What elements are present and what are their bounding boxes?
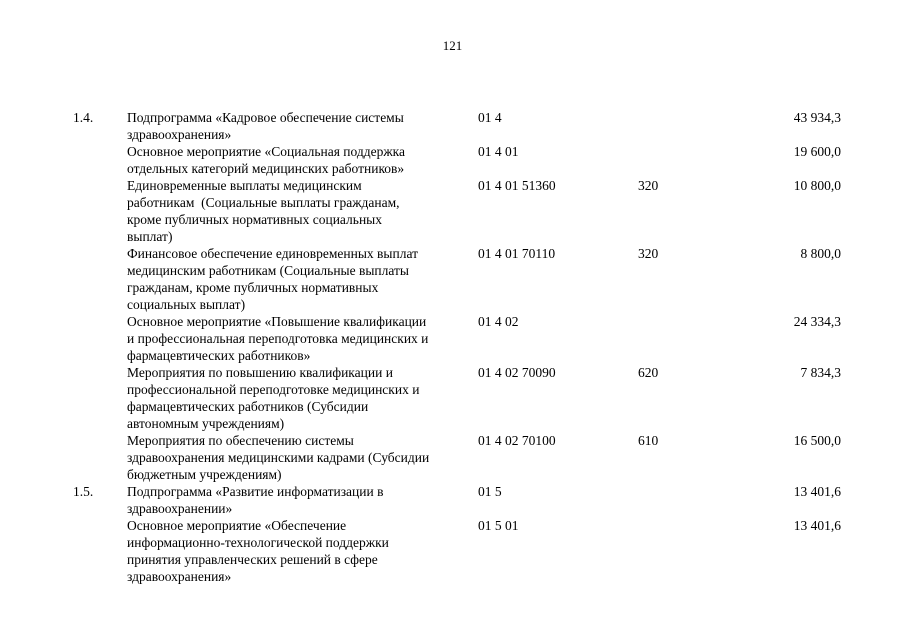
page-number: 121	[442, 38, 463, 53]
table-row	[0, 517, 905, 585]
row-name: Мероприятия по повышению квалификации и профессиональной переподготовке медицинских и фармацевтических работников (Субсидии автономным учреждениям)	[127, 365, 420, 431]
row-code: 01 4 02 70090	[478, 365, 556, 380]
row-code: 01 4 01 70110	[478, 246, 556, 261]
row-name: Основное мероприятие «Социальная поддержка отдельных категорий медицинских работников»	[127, 144, 406, 176]
row-expense-type: 610	[638, 433, 659, 448]
table-row	[0, 245, 905, 313]
table-row	[0, 432, 905, 483]
row-name: Мероприятия по обеспечению системы здравоохранения медицинскими кадрами (Субсидии бюджетным учреждениям)	[127, 433, 430, 482]
row-number: 1.4.	[73, 110, 94, 125]
row-name: Подпрограмма «Кадровое обеспечение системы здравоохранения»	[127, 110, 404, 142]
row-code: 01 4 01	[478, 144, 519, 159]
row-expense-type: 320	[638, 246, 659, 261]
row-amount: 13 401,6	[793, 484, 841, 499]
row-code: 01 5	[478, 484, 502, 499]
row-name: Основное мероприятие «Повышение квалификации и профессиональная переподготовка медицинских и фармацевтических работников»	[127, 314, 429, 363]
table-row	[0, 483, 905, 517]
budget-table	[0, 109, 905, 585]
row-code: 01 4 02	[478, 314, 519, 329]
row-name: Основное мероприятие «Обеспечение информационно-технологической поддержки принятия управленческих решений в сфере здравоохранения»	[127, 518, 389, 584]
row-name: Подпрограмма «Развитие информатизации в здравоохранении»	[127, 484, 384, 516]
table-row	[0, 177, 905, 245]
row-amount: 8 800,0	[800, 246, 841, 261]
row-expense-type: 320	[638, 178, 659, 193]
row-code: 01 4 02 70100	[478, 433, 556, 448]
row-amount: 10 800,0	[793, 178, 841, 193]
row-number: 1.5.	[73, 484, 94, 499]
table-row	[0, 109, 905, 143]
row-code: 01 4 01 51360	[478, 178, 556, 193]
table-row	[0, 313, 905, 364]
row-amount: 24 334,3	[793, 314, 841, 329]
table-row	[0, 143, 905, 177]
row-amount: 19 600,0	[793, 144, 841, 159]
row-amount: 7 834,3	[800, 365, 841, 380]
table-row	[0, 364, 905, 432]
row-name: Единовременные выплаты медицинским работникам (Социальные выплаты гражданам, кроме публичных нормативных социальных выплат)	[127, 178, 400, 244]
row-code: 01 5 01	[478, 518, 519, 533]
row-amount: 16 500,0	[793, 433, 841, 448]
row-code: 01 4	[478, 110, 502, 125]
row-expense-type: 620	[638, 365, 659, 380]
row-name: Финансовое обеспечение единовременных выплат медицинским работникам (Социальные выплаты гражданам, кроме публичных нормативных социальных выплат)	[127, 246, 419, 312]
row-amount: 13 401,6	[793, 518, 841, 533]
row-amount: 43 934,3	[793, 110, 841, 125]
